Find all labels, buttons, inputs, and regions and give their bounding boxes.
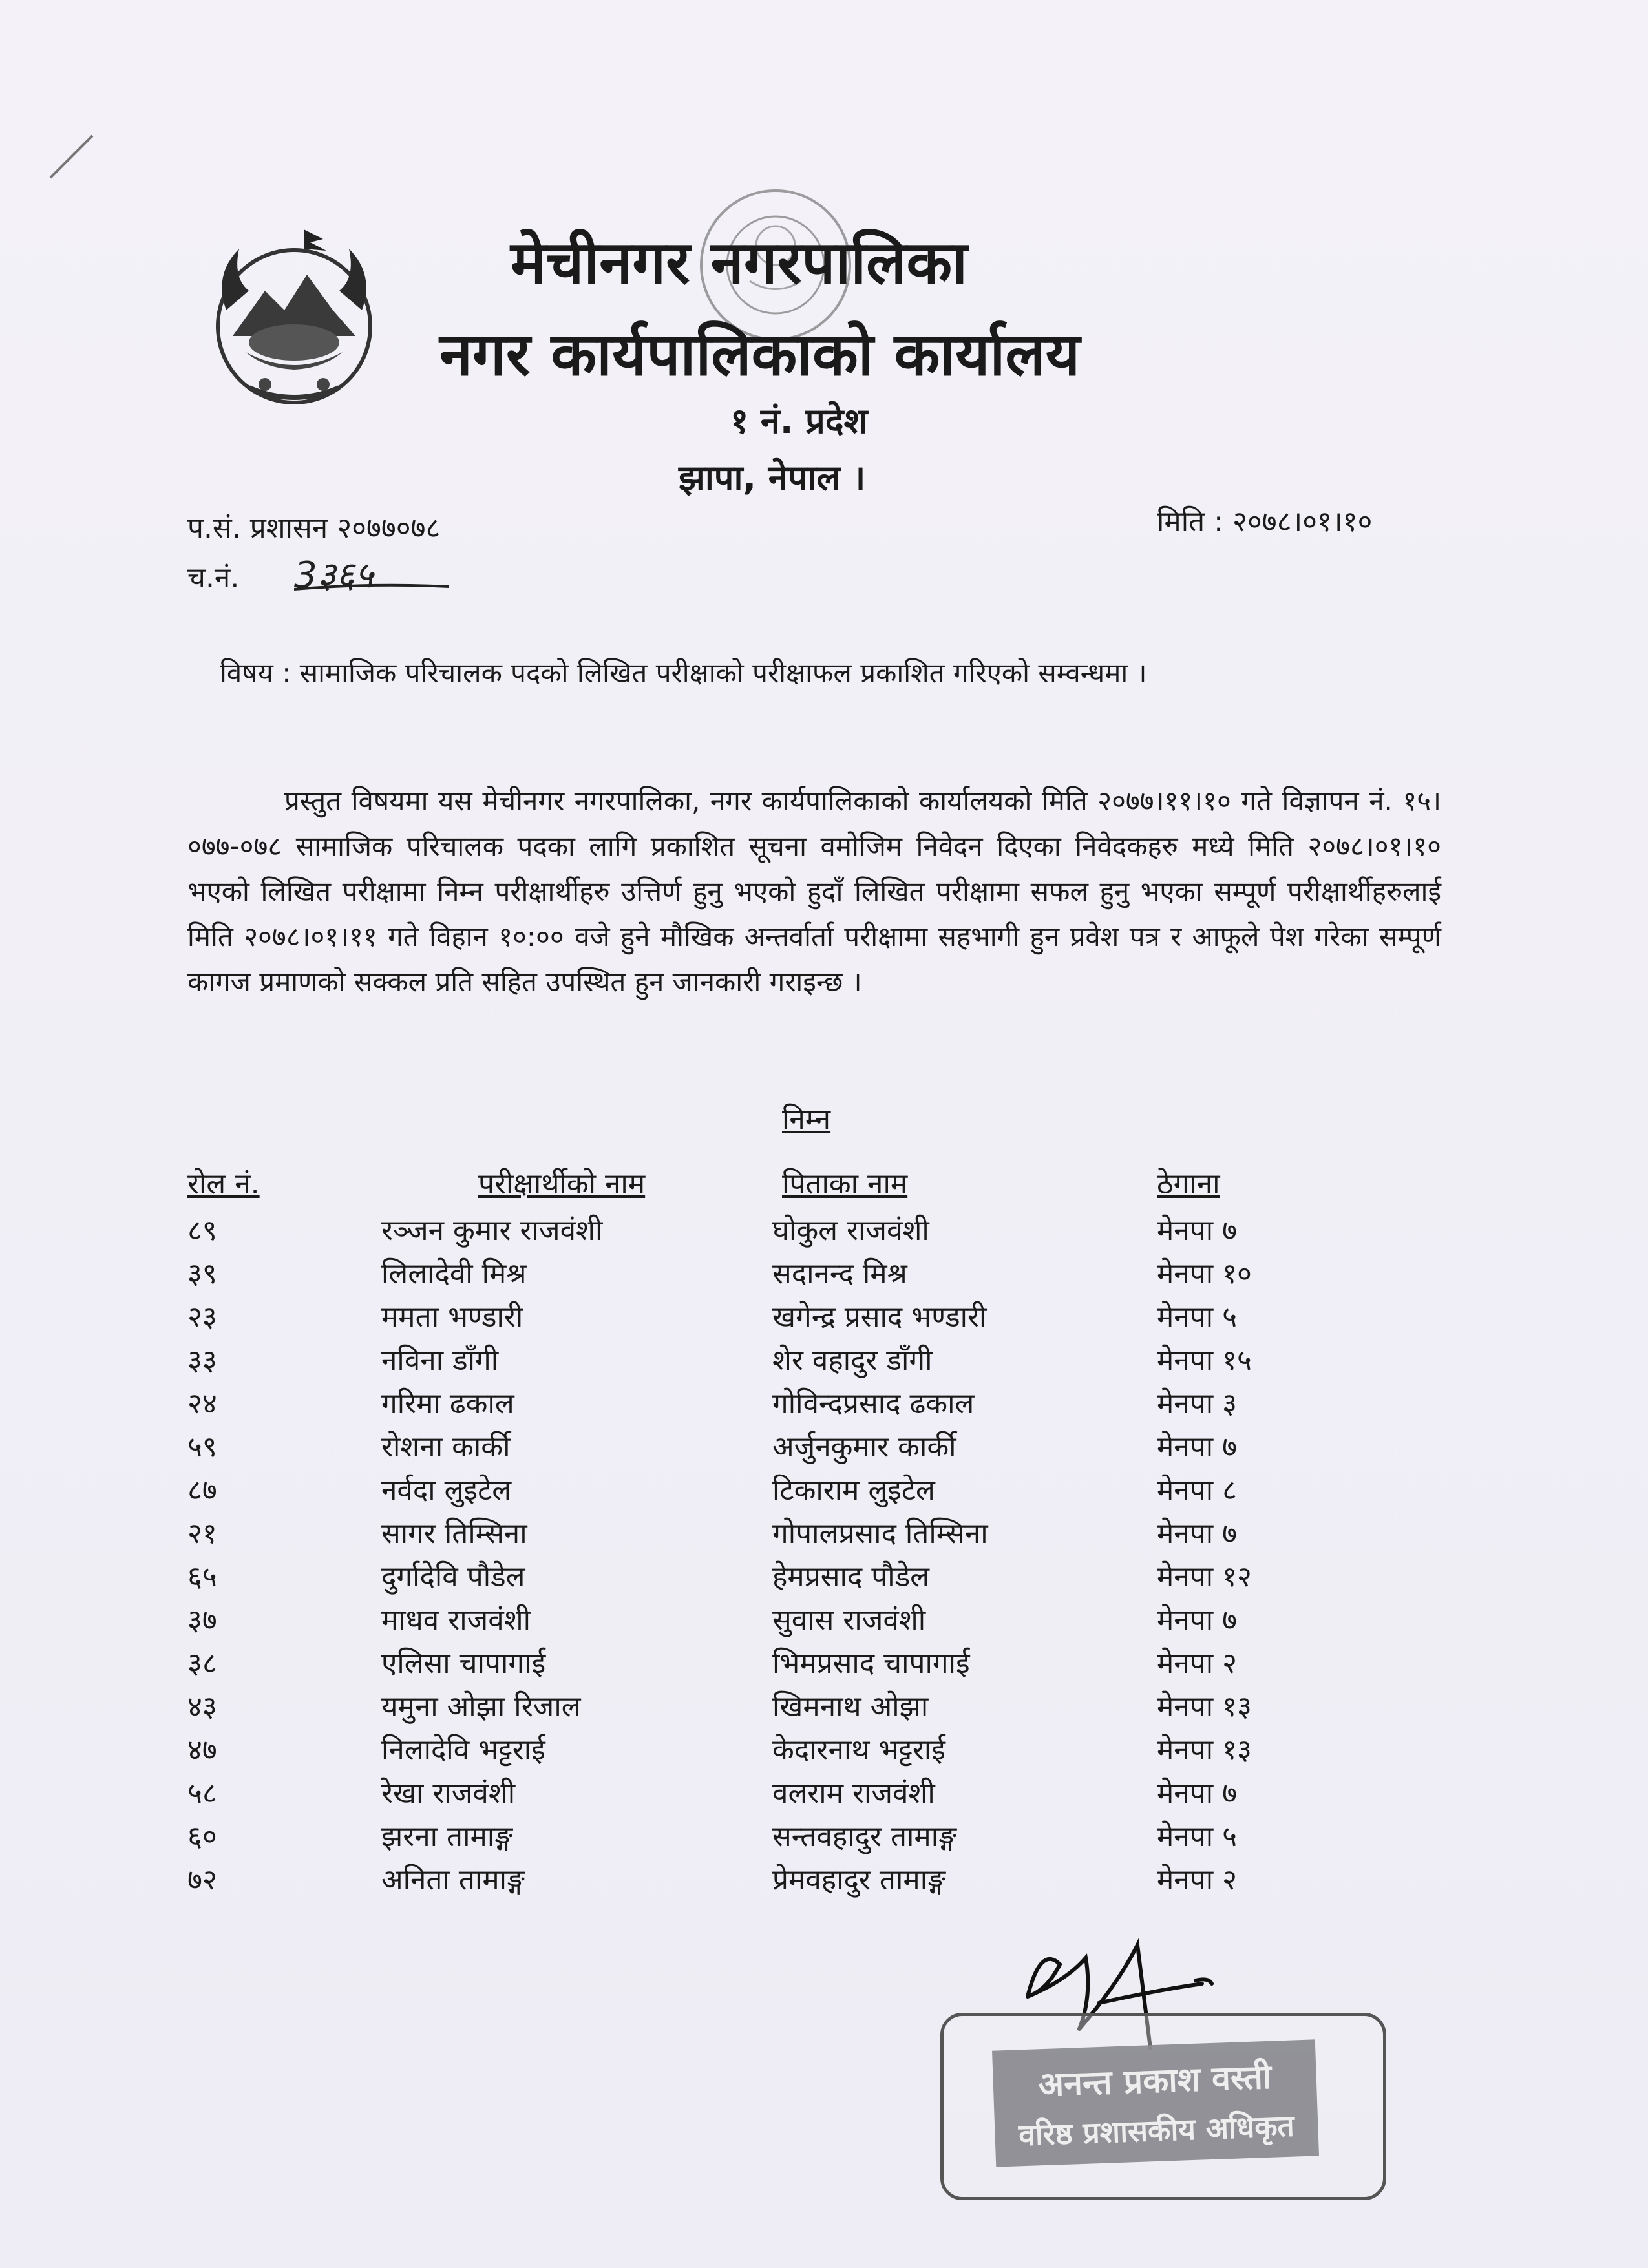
roll-number: ३९: [187, 1257, 217, 1290]
letter-date: मिति : २०७८।०१।१०: [1157, 505, 1373, 538]
table-row: [187, 1599, 1415, 1643]
candidate-address: मेनपा १५: [1157, 1344, 1252, 1377]
nepal-emblem-icon: [187, 213, 401, 426]
father-name: सन्तवहादुर तामाङ्ग: [772, 1820, 956, 1853]
result-table: [187, 1163, 1415, 1902]
candidate-name: नविना डाँगी: [381, 1344, 499, 1377]
roll-number: ६०: [187, 1820, 217, 1853]
father-name: गोविन्दप्रसाद ढकाल: [772, 1387, 975, 1420]
candidate-name: रेखा राजवंशी: [381, 1777, 516, 1810]
table-row: [187, 1469, 1415, 1513]
roll-number: ५९: [187, 1431, 217, 1464]
table-row: [187, 1426, 1415, 1469]
candidate-address: मेनपा ७: [1157, 1777, 1237, 1810]
table-row: [187, 1513, 1415, 1556]
header-roll: रोल नं.: [187, 1168, 260, 1201]
candidate-address: मेनपा १२: [1157, 1560, 1252, 1593]
candidate-name: निलादेवि भट्टराई: [381, 1734, 545, 1767]
roll-number: २१: [187, 1517, 217, 1550]
official-stamp: [940, 2013, 1386, 2200]
province-line: १ नं. प्रदेश: [730, 401, 868, 441]
candidate-address: मेनपा २: [1157, 1864, 1237, 1896]
father-name: खिमनाथ ओझा: [772, 1690, 929, 1723]
candidate-address: मेनपा १३: [1157, 1734, 1252, 1767]
father-name: सदानन्द मिश्र: [772, 1257, 907, 1290]
candidate-name: दुर्गादेवि पौडेल: [381, 1560, 525, 1593]
candidate-address: मेनपा ५: [1157, 1820, 1237, 1853]
header-father: पिताका नाम: [782, 1168, 908, 1201]
candidate-name: एलिसा चापागाई: [381, 1647, 546, 1680]
table-row: [187, 1339, 1415, 1383]
roll-number: २३: [187, 1301, 217, 1334]
candidate-name: सागर तिम्सिना: [381, 1517, 527, 1550]
candidate-name: ममता भण्डारी: [381, 1301, 523, 1334]
table-row: [187, 1296, 1415, 1339]
candidate-address: मेनपा ७: [1157, 1214, 1237, 1247]
subject-line: विषय : सामाजिक परिचालक पदको लिखित परीक्षाको परीक्षाफल प्रकाशित गरिएको सम्वन्धमा ।: [220, 657, 1147, 689]
roll-number: ३७: [187, 1604, 217, 1637]
staple-mark-icon: [44, 132, 102, 184]
candidate-address: मेनपा १०: [1157, 1257, 1252, 1290]
table-row: [187, 1686, 1415, 1729]
table-row: [187, 1859, 1415, 1902]
candidate-name: नर्वदा लुइटेल: [381, 1474, 512, 1507]
roll-number: ४३: [187, 1690, 217, 1723]
table-row: [187, 1816, 1415, 1859]
header-name: परीक्षार्थीको नाम: [478, 1168, 646, 1201]
stamp-ink-block: [992, 2039, 1319, 2167]
reference-number: प.सं. प्रशासन २०७७०७८: [187, 512, 441, 545]
candidate-name: माधव राजवंशी: [381, 1604, 531, 1637]
candidate-name: लिलादेवी मिश्र: [381, 1257, 527, 1290]
father-name: भिमप्रसाद चापागाई: [772, 1647, 970, 1680]
candidate-name: झरना तामाङ्ग: [381, 1820, 513, 1853]
roll-number: ८९: [187, 1214, 217, 1247]
list-title: निम्न: [782, 1103, 831, 1136]
stamp-designation: वरिष्ठ प्रशासकीय अधिकृत: [1018, 2108, 1295, 2153]
candidate-name: अनिता तामाङ्ग: [381, 1864, 525, 1896]
candidate-address: मेनपा २: [1157, 1647, 1237, 1680]
candidate-address: मेनपा ३: [1157, 1387, 1237, 1420]
father-name: घोकुल राजवंशी: [772, 1214, 929, 1247]
roll-number: ३३: [187, 1344, 217, 1377]
roll-number: ७२: [187, 1864, 217, 1896]
candidate-address: मेनपा ७: [1157, 1431, 1237, 1464]
roll-number: ५८: [187, 1777, 217, 1810]
father-name: सुवास राजवंशी: [772, 1604, 926, 1637]
table-row: [187, 1643, 1415, 1686]
table-row: [187, 1383, 1415, 1426]
address-line: झापा, नेपाल ।: [679, 457, 866, 498]
candidate-address: मेनपा ७: [1157, 1517, 1237, 1550]
father-name: हेमप्रसाद पौडेल: [772, 1560, 929, 1593]
table-row: [187, 1729, 1415, 1772]
father-name: प्रेमवहादुर तामाङ्ग: [772, 1864, 945, 1896]
notice-body: प्रस्तुत विषयमा यस मेचीनगर नगरपालिका, नगर कार्यपालिकाको कार्यालयको मिति २०७७।११।१० गते विज्ञापन नं. १५।०७७-०७८ सामाजिक परिचालक पदका लागि प्रकाशित सूचना वमोजिम निवेदन दिएका निवेदकहरु मध्ये मिति २०७८।०१।१० भएको लिखित परीक्षामा निम्न परीक्षार्थीहरु उत्तिर्ण हुनु भएको हुदाँ लिखित परीक्षामा सफल हुनु भएका सम्पूर्ण परीक्षार्थीहरुलाई मिति २०७८।०१।११ गते विहान १०:०० वजे हुने मौखिक अन्तर्वार्ता परीक्षामा सहभागी हुन प्रवेश पत्र र आफूले पेश गरेका सम्पूर्ण कागज प्रमाणको सक्कल प्रति सहित उपस्थित हुन जानकारी गराइन्छ ।: [187, 785, 1441, 998]
candidate-address: मेनपा ५: [1157, 1301, 1237, 1334]
header-address: ठेगाना: [1157, 1168, 1220, 1201]
dispatch-number: 3३६५: [294, 554, 374, 596]
table-row: [187, 1556, 1415, 1599]
candidate-address: मेनपा ७: [1157, 1604, 1237, 1637]
municipality-title: मेचीनगर नगरपालिका: [511, 228, 968, 297]
candidate-name: रोशना कार्की: [381, 1431, 511, 1464]
roll-number: ४७: [187, 1734, 217, 1767]
father-name: केदारनाथ भट्टराई: [772, 1734, 945, 1767]
office-title: नगर कार्यपालिकाको कार्यालय: [439, 320, 1081, 389]
roll-number: २४: [187, 1387, 217, 1420]
table-row: [187, 1772, 1415, 1816]
father-name: टिकाराम लुइटेल: [772, 1474, 935, 1507]
candidate-name: यमुना ओझा रिजाल: [381, 1690, 581, 1723]
table-row: [187, 1210, 1415, 1253]
candidate-address: मेनपा १३: [1157, 1690, 1252, 1723]
father-name: खगेन्द्र प्रसाद भण्डारी: [772, 1301, 987, 1334]
candidate-name: गरिमा ढकाल: [381, 1387, 514, 1420]
father-name: वलराम राजवंशी: [772, 1777, 935, 1810]
father-name: अर्जुनकुमार कार्की: [772, 1431, 956, 1464]
dispatch-underline: [294, 582, 449, 594]
table-header-row: [187, 1163, 1415, 1210]
table-row: [187, 1253, 1415, 1296]
dispatch-label: च.नं.: [187, 562, 240, 594]
roll-number: ६५: [187, 1560, 217, 1593]
father-name: शेर वहादुर डाँगी: [772, 1344, 933, 1377]
roll-number: ३८: [187, 1647, 217, 1680]
father-name: गोपालप्रसाद तिम्सिना: [772, 1517, 988, 1550]
candidate-name: रञ्जन कुमार राजवंशी: [381, 1214, 603, 1247]
candidate-address: मेनपा ८: [1157, 1474, 1237, 1507]
stamp-officer-name: अनन्त प्रकाश वस्ती: [1037, 2057, 1273, 2105]
roll-number: ८७: [187, 1474, 217, 1507]
